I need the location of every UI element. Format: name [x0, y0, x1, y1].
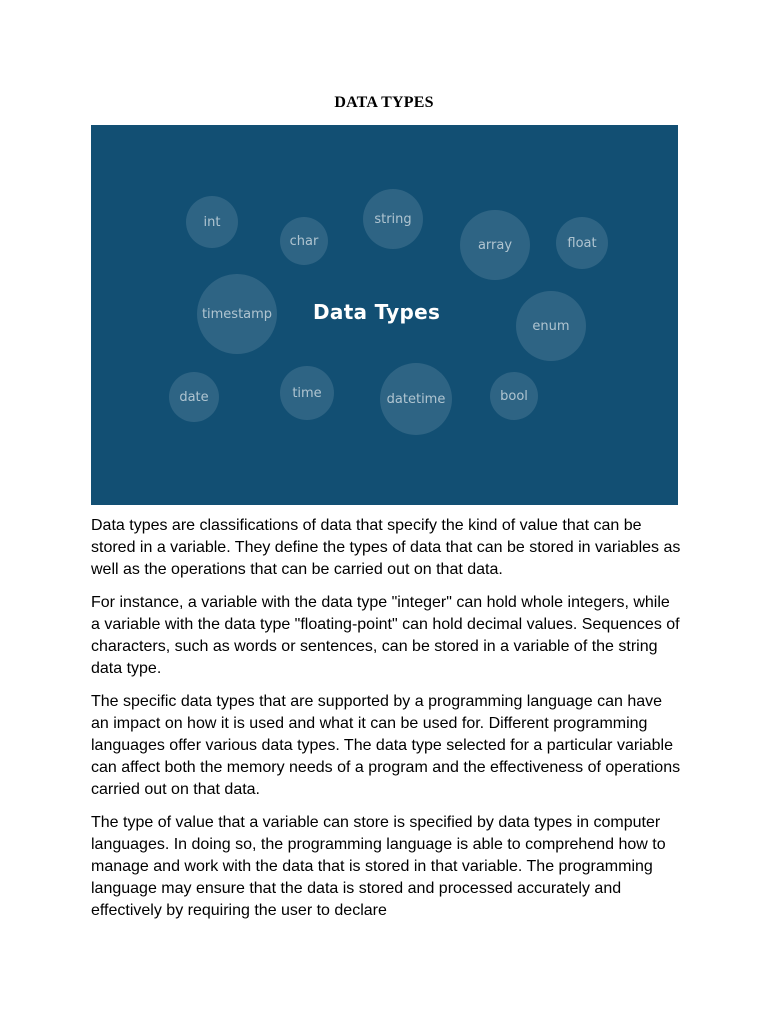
bubble-string: string	[363, 189, 423, 249]
paragraph-1: Data types are classifications of data that specify the kind of value that can be stored in a variable. They define the types of data that can be stored in variables as well as the operations that can be carried out on that data.	[91, 517, 681, 578]
document-title: DATA TYPES	[334, 94, 434, 111]
bubble-date: date	[169, 372, 219, 422]
bubble-time: time	[280, 366, 334, 420]
paragraph-4: The type of value that a variable can store is specified by data types in computer languages. In doing so, the programming language is able to comprehend how to manage and work with the data that is stored in that variable. The programming language may ensure that the data is stored and processed accurately and effectively by requiring the user to declare	[91, 814, 666, 919]
bubble-char: char	[280, 217, 328, 265]
bubble-float: float	[556, 217, 608, 269]
paragraph-3: The specific data types that are supported by a programming language can have an impact on how it is used and what it can be used for. Different programming languages offer various data types. The data type selected for a particular variable can affect both the memory needs of a program and the effectiveness of operations carried out on that data.	[91, 693, 681, 798]
bubble-array: array	[460, 210, 530, 280]
bubble-timestamp: timestamp	[197, 274, 277, 354]
data-types-figure	[91, 125, 678, 505]
paragraph-2: For instance, a variable with the data type "integer" can hold whole integers, while a variable with the data type "floating-point" can hold decimal values. Sequences of characters, such as words or sentences, can be stored in a variable of the string data type.	[91, 594, 680, 677]
bubble-int: int	[186, 196, 238, 248]
body-text	[91, 515, 681, 933]
bubble-enum: enum	[516, 291, 586, 361]
bubble-bool: bool	[490, 372, 538, 420]
bubble-datetime: datetime	[380, 363, 452, 435]
figure-center-label: Data Types	[313, 300, 441, 324]
